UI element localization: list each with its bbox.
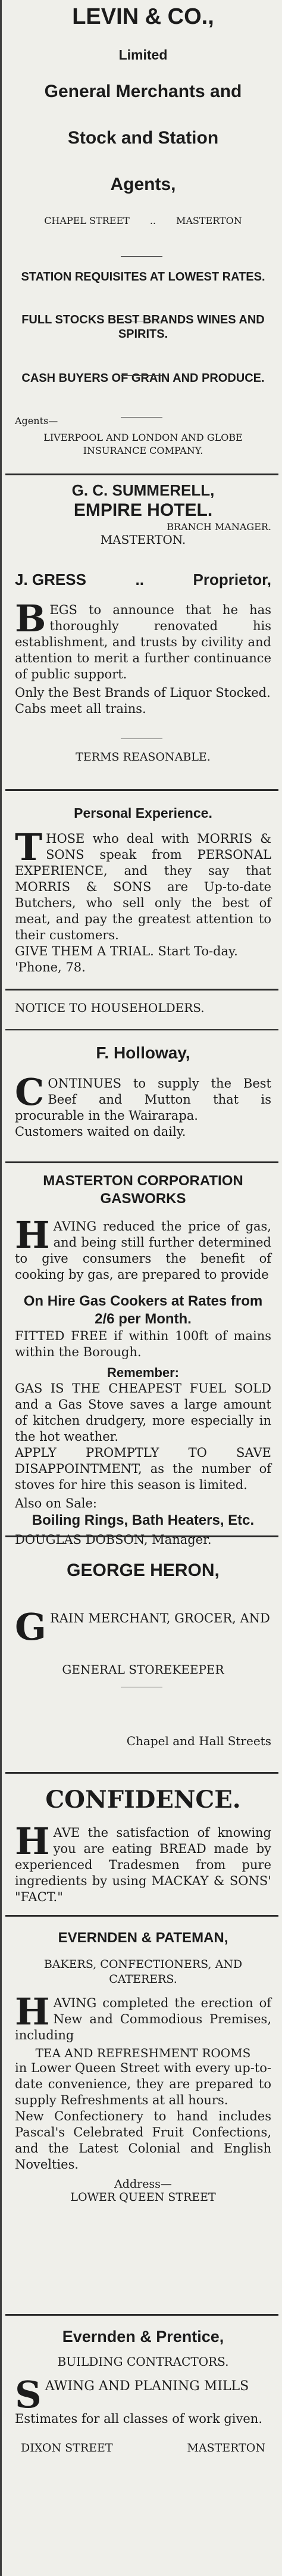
confidence-body-text: AVE the satisfaction of knowing you are eating BREAD made by experienced Tradesmen from pure ingredients by using MACKAY & SONS' "FACT." [15,1826,271,1904]
prentice-address [15,2441,271,2454]
morris-trial: GIVE THEM A TRIAL. Start To-day. [15,944,238,958]
morris-phone: 'Phone, 78. [15,960,86,974]
empire-proprietor [15,571,271,589]
levin-manager-name: G. C. SUMMERELL, [71,481,215,499]
gasworks-advert [2,1172,282,1548]
empire-body-text: EGS to announce that he has thoroughly renovated his establishment, and trusts by civility and attention to merit a further continuance of public support. [15,603,271,681]
heron-body [15,1605,271,1649]
pateman-rooms: TEA AND REFRESHMENT ROOMS [35,2046,251,2060]
empire-cabs: Cabs meet all trains. [15,702,146,716]
empire-name: EMPIRE HOTEL. [73,500,213,520]
empire-hotel-advert [2,500,282,764]
levin-station-requisites: STATION REQUISITES AT LOWEST RATES. [21,270,265,284]
levin-line2: Stock and Station [67,128,219,148]
gasworks-also: Also on Sale: [15,1496,97,1510]
levin-line1: General Merchants and [44,82,242,101]
section-rule [5,789,278,791]
holloway-body-text: ONTINUES to supply the Best Beef and Mutton that is procurable in the Wairarapa. [15,1076,271,1123]
prentice-mills-line [15,2373,271,2416]
holloway-notice: NOTICE TO HOUSEHOLDERS. [15,1001,205,1015]
levin-insurance: LIVERPOOL AND LONDON AND GLOBE INSURANCE COMPANY. [43,432,243,456]
prentice-estimates: Estimates for all classes of work given. [15,2412,263,2426]
levin-name: LEVIN & CO., [72,4,214,29]
gasworks-manager: DOUGLAS DOBSON, Manager. [15,1532,212,1547]
levin-address [15,213,271,228]
confidence-dropcap: H [15,1820,50,1863]
confidence-body [15,1820,271,1905]
empire-liquor: Only the Best Brands of Liquor Stocked. [15,686,271,700]
levin-cash-buyers: CASH BUYERS OF GRAIN AND PRODUCE. [21,372,265,385]
levin-town: MASTERTON [176,215,242,226]
holloway-body-block [2,1044,282,1140]
prentice-town: MASTERTON [187,2441,265,2454]
levin-agents-for: Agents— [15,415,58,426]
levin-street: CHAPEL STREET [44,215,130,226]
levin-dots: .. [149,215,156,226]
gasworks-sale: Boiling Rings, Bath Heaters, Etc. [32,1512,255,1528]
pateman-name: EVERNDEN & PATEMAN, [58,1930,228,1946]
morris-title: Personal Experience. [74,805,212,821]
pateman-address-label: Address— [114,2178,172,2191]
morris-body-text: HOSE who deal with MORRIS & SONS speak from PERSONAL EXPERIENCE, and they say that MORRIS & SONS are Up-to-date Butchers, who sell only the best of meat, and pay the greatest attention to their customers. [15,831,271,942]
empire-body [15,597,271,683]
gasworks-cheapest: GAS IS THE CHEAPEST FUEL SOLD and a Gas Stove saves a large amount of kitchen drudgery, more especially in the hot weather. [15,1381,271,1444]
empire-terms: TERMS REASONABLE. [76,750,211,764]
holloway-dropcap: C [15,1070,45,1114]
holloway-advert [2,1001,282,1015]
pateman-body [15,1990,271,2044]
levin-wines: FULL STOCKS BEST BRANDS WINES AND SPIRITS. [21,313,265,341]
empire-proprietor-name: J. GRESS [15,571,86,588]
separator [121,256,162,257]
prentice-mills: AWING AND PLANING MILLS [45,2379,249,2394]
empire-town: MASTERTON. [100,532,186,547]
confidence-title: CONFIDENCE. [45,1786,241,1814]
morris-body [15,826,271,943]
section-rule [5,1029,278,1030]
levin-manager-title: BRANCH MANAGER. [167,521,271,532]
heron-dropcap: G [15,1605,46,1649]
holloway-name: F. Holloway, [96,1044,190,1062]
pateman-address: LOWER QUEEN STREET [70,2191,216,2204]
gasworks-body [15,1213,271,1283]
section-rule [5,2314,278,2316]
prentice-dropcap: S [15,2373,42,2416]
heron-advert [2,1560,282,1748]
pateman-dropcap: H [15,1990,50,2033]
confidence-advert [2,1786,282,1905]
empire-dropcap: B [15,597,46,640]
section-rule [5,1535,278,1537]
heron-store: GENERAL STOREKEEPER [62,1662,224,1677]
morris-dropcap: T [15,826,43,869]
gasworks-body-text: AVING reduced the price of gas, and being still further determined to give consumers the benefit of cooking by gas, are prepared to provide [15,1219,271,1282]
section-rule [5,474,278,475]
pateman-trades: BAKERS, CONFECTIONERS, AND CATERERS. [43,1958,243,1986]
heron-streets: Chapel and Hall Streets [126,1734,271,1748]
prentice-trade: BUILDING CONTRACTORS. [57,2354,229,2369]
heron-name: GEORGE HERON, [67,1560,220,1580]
gasworks-apply: APPLY PROMPTLY TO SAVE DISAPPOINTMENT, as the number of stoves for hire this season is limited. [15,1446,271,1492]
levin-limited: Limited [118,47,168,63]
levin-agents: Agents, [110,175,176,194]
section-rule [5,1915,278,1917]
holloway-body [15,1070,271,1124]
section-rule [5,1161,278,1163]
prentice-name: Evernden & Prentice, [62,2328,224,2346]
heron-line: RAIN MERCHANT, GROCER, AND [49,1611,270,1625]
gasworks-title: MASTERTON CORPORATION GASWORKS [43,1173,243,1207]
section-rule [5,1772,278,1774]
levin-advert [2,4,282,532]
pateman-confectionery: New Confectionery to hand includes Pascal's Celebrated Fruit Confections, and the Latest Colonial and English Novelties. [15,2109,271,2172]
pateman-body-text: AVING completed the erection of New and Commodious Premises, including [15,1996,271,2042]
gasworks-hire: On Hire Gas Cookers at Rates from 2/6 per Month. [23,1293,263,1327]
pateman-advert [2,1930,282,2204]
separator [121,417,162,418]
morris-advert [2,805,282,976]
empire-proprietor-title: Proprietor, [193,571,271,588]
section-rule [5,989,278,990]
pateman-hours: in Lower Queen Street with every up-to-date convenience, they are prepared to supply Refreshments at all hours. [15,2061,271,2107]
gasworks-dropcap: H [15,1213,50,1257]
gasworks-remember: Remember: [106,1365,180,1380]
empire-dots: .. [135,571,144,588]
prentice-street: DIXON STREET [21,2441,113,2454]
holloway-daily: Customers waited on daily. [15,1125,186,1139]
gasworks-fitted: FITTED FREE if within 100ft of mains within the Borough. [15,1329,271,1359]
prentice-advert [2,2328,282,2454]
separator [121,375,162,376]
